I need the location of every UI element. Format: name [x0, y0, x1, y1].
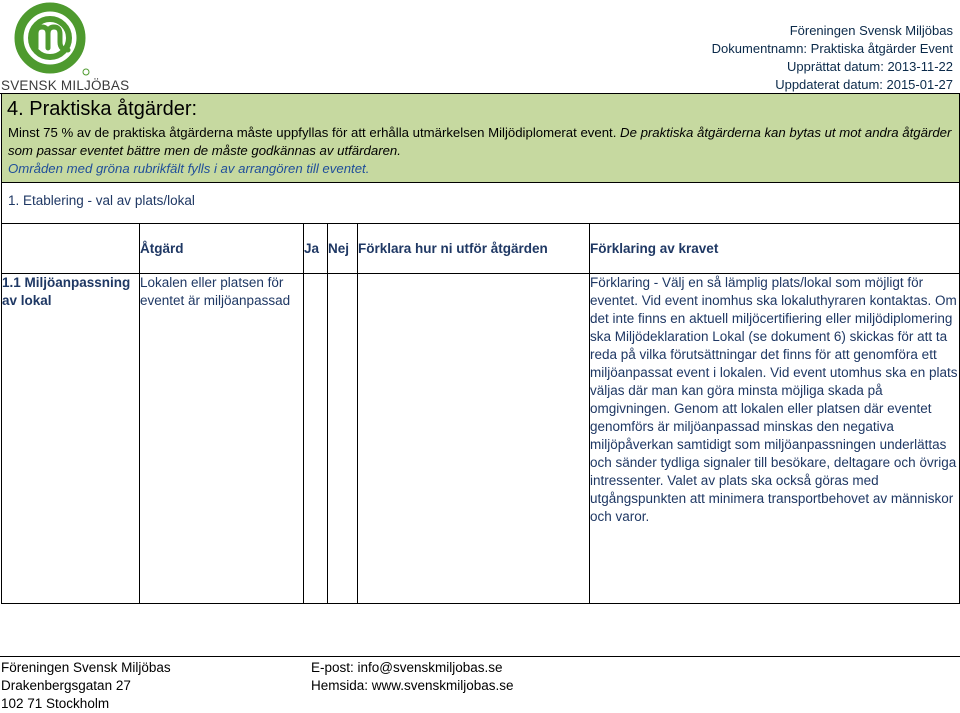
logo-wordmark: SVENSK MILJÖBAS [1, 78, 130, 93]
header-doc-name: Dokumentnamn: Praktiska åtgärder Event [711, 41, 953, 56]
section-intro [2, 124, 959, 182]
header-blank [2, 224, 140, 274]
row-id-label: 1.1 Miljöanpassning av lokal [2, 274, 140, 604]
footer-email: E-post: info@svenskmiljobas.se [311, 660, 503, 675]
subsection-title: 1. Etablering - val av plats/lokal [8, 193, 195, 208]
intro-text-2: De praktiska åtgärderna kan bytas ut mot andra åtgärder som passar eventet bättre men de måste godkännas av utfärdaren. [8, 125, 952, 158]
section-header-cell [2, 94, 960, 183]
row-requirement: Förklaring - Välj en så lämplig plats/lokal som möjligt för eventet. Vid event inomhus ska lokaluthyraren kontaktas. Om det inte finns en aktuell miljöcertifiering eller miljödiplomering ska Miljödeklaration Lokal (se dokument 6) skickas för att ta reda på vilka förutsättningar det finns för att genomföra ett miljöanpassat event i lokalen. Vid event utomhus ska en plats väljas där man kan göra minsta möjliga skada på omgivningen. Genom att lokalen eller platsen där eventet genomförs är miljöanpassad minskas den negativa miljöpåverkan samtidigt som miljöanpassningen underlättas och sänder tydliga signaler till besökare, deltagare och övriga intressenter. Valet av plats ska också göras med utgångspunkten att minimera transportbehovet av människor och varor. [590, 274, 960, 604]
footer-city: 102 71 Stockholm [1, 696, 110, 711]
intro-text-1: Minst 75 % av de praktiska åtgärderna måste uppfyllas för att erhålla utmärkelsen Miljödiplomerat event. [8, 125, 617, 140]
row-no-field[interactable] [328, 274, 358, 604]
footer-address [1, 659, 171, 713]
footer-org: Föreningen Svensk Miljöbas [1, 660, 171, 675]
header-requirement: Förklaring av kravet [590, 224, 960, 274]
logo [0, 0, 130, 94]
header-yes: Ja [304, 224, 328, 274]
column-header-row [2, 224, 960, 274]
row-explain-field[interactable] [358, 274, 590, 604]
header-org: Föreningen Svensk Miljöbas [789, 23, 953, 38]
measures-table [1, 93, 960, 604]
footer-contact [311, 659, 514, 695]
section-title: 4. Praktiska åtgärder: [7, 98, 198, 120]
subsection-header-cell [2, 183, 960, 224]
row-action: Lokalen eller platsen för eventet är miljöanpassad [140, 274, 304, 604]
footer-web: Hemsida: www.svenskmiljobas.se [311, 678, 514, 693]
header-no: Nej [328, 224, 358, 274]
intro-note: Områden med gröna rubrikfält fylls i av arrangören till eventet. [8, 161, 370, 176]
row-yes-field[interactable] [304, 274, 328, 604]
header-action: Åtgärd [140, 224, 304, 274]
footer-divider [0, 656, 960, 657]
footer-street: Drakenbergsgatan 27 [1, 678, 131, 693]
header-explain: Förklara hur ni utför åtgärden [358, 224, 590, 274]
table-row [2, 274, 960, 604]
header-updated-date: Uppdaterat datum: 2015-01-27 [775, 77, 953, 92]
header-created-date: Upprättat datum: 2013-11-22 [787, 59, 953, 74]
svensk-miljobas-logo-icon [14, 2, 98, 78]
document-header [712, 22, 953, 94]
